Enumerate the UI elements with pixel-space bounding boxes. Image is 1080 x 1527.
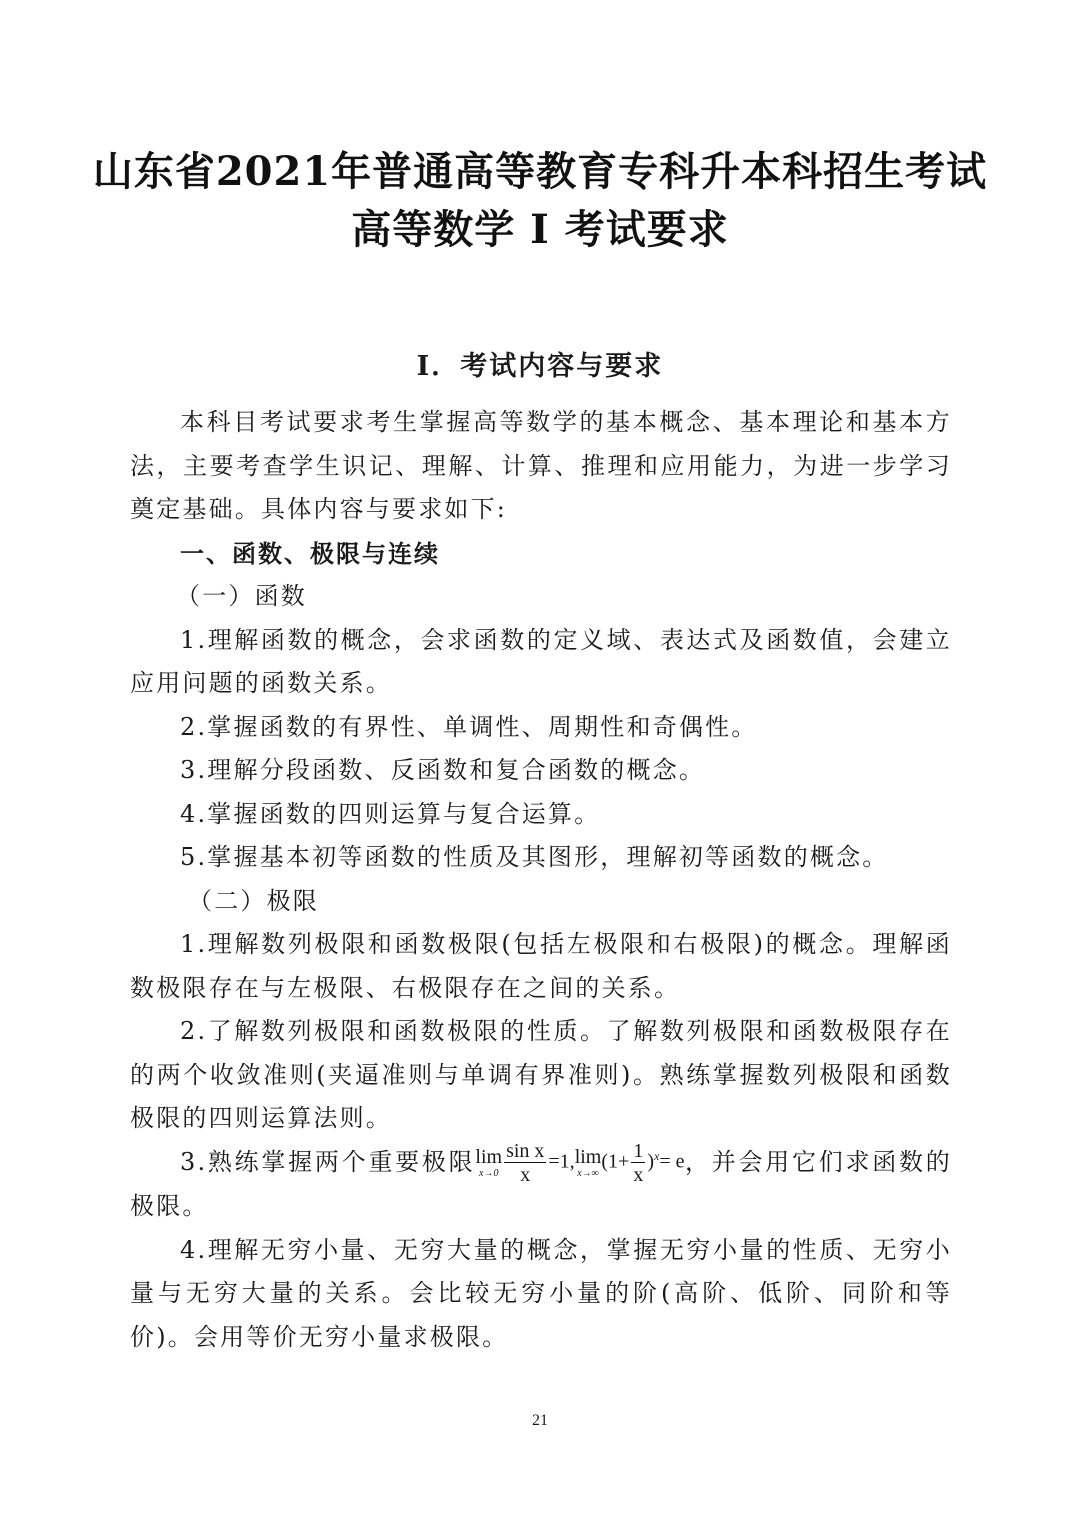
limit-subscript-2: x→∞	[577, 1168, 599, 1179]
section-title: I．考试内容与要求	[416, 351, 664, 382]
list-item: 4.掌握函数的四则运算与复合运算。	[180, 799, 601, 828]
limit-formula	[475, 1141, 684, 1185]
intro-paragraph: 本科目考试要求考生掌握高等数学的基本概念、基本理论和基本方法，主要考查学生识记、理解、计算、推理和应用能力，为进一步学习奠定基础。具体内容与要求如下:	[130, 408, 952, 523]
equals-e: = e	[659, 1150, 685, 1173]
exponent: x	[653, 1148, 660, 1163]
fraction-numerator: sin x	[506, 1140, 545, 1162]
subsection-heading-limits: （二）极限	[188, 886, 319, 915]
fraction-denominator: x	[633, 1164, 644, 1186]
list-item: 2.了解数列极限和函数极限的性质。了解数列极限和函数极限存在的两个收敛准则(夹逼准则与单调有界准则)。熟练掌握数列极限和函数极限的四则运算法则。	[130, 1017, 952, 1132]
fraction-one-over-x	[631, 1141, 645, 1185]
paren-close: )	[647, 1150, 654, 1173]
list-item-with-formula	[130, 1141, 952, 1229]
document-title-line2: 高等数学 I 考试要求	[351, 206, 729, 253]
list-item: 3.理解分段函数、反函数和复合函数的概念。	[180, 756, 706, 784]
document-title-line1: 山东省2021年普通高等教育专科升本科招生考试	[92, 148, 988, 195]
fraction-sinx-over-x	[504, 1141, 546, 1185]
equals-one: =1,	[548, 1150, 575, 1173]
list-item: 2.掌握函数的有界性、单调性、周期性和奇偶性。	[180, 712, 758, 741]
item3-text-after: ，并会用它们求函数的极限。	[130, 1147, 952, 1220]
list-item: 5.掌握基本初等函数的性质及其图形，理解初等函数的概念。	[180, 843, 889, 871]
limit-subscript-1: x→0	[479, 1168, 499, 1179]
limit-operator-1: lim x→0	[475, 1146, 503, 1179]
list-item: 1.理解函数的概念，会求函数的定义域、表达式及函数值，会建立应用问题的函数关系。	[130, 625, 952, 697]
limit-operator-2: lim x→∞	[574, 1146, 602, 1179]
fraction-numerator: 1	[633, 1140, 644, 1162]
fraction-denominator: x	[520, 1164, 531, 1186]
document-body	[130, 401, 952, 1359]
page-number: 21	[532, 1412, 548, 1429]
chapter-heading: 一、函数、极限与连续	[180, 538, 440, 568]
subsection-heading-functions: （一）函数	[176, 582, 307, 610]
list-item: 4.理解无穷小量、无穷大量的概念，掌握无穷小量的性质、无穷小量与无穷大量的关系。会比较无穷小量的阶(高阶、低阶、同阶和等价)。会用等价无穷小量求极限。	[130, 1235, 952, 1351]
item3-text-before: 3.熟练掌握两个重要极限	[180, 1147, 476, 1176]
list-item: 1.理解数列极限和函数极限(包括左极限和右极限)的概念。理解函数极限存在与左极限、右极限存在之间的关系。	[130, 930, 952, 1002]
paren-open: (1+	[601, 1150, 630, 1173]
